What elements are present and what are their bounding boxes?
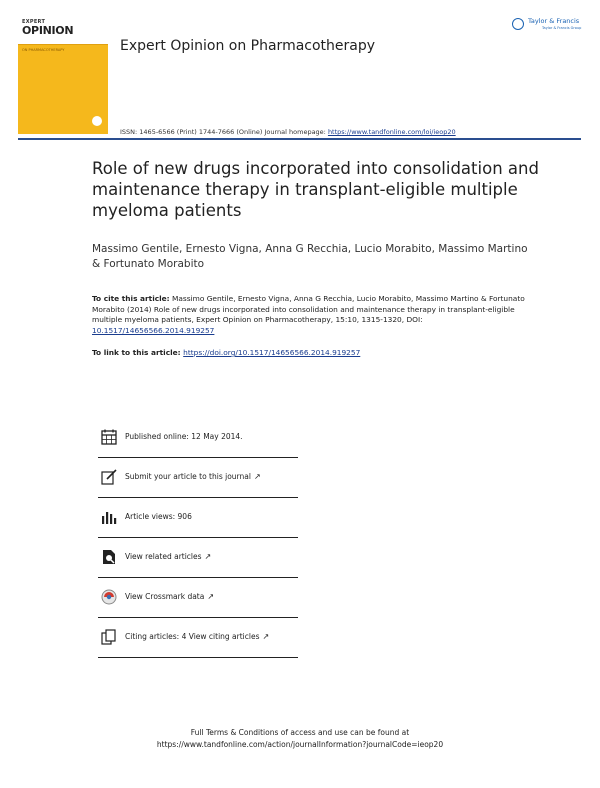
article-link-label: To link to this article:	[92, 348, 184, 357]
issn-line	[120, 128, 456, 136]
cover-subtitle: ON PHARMACOTHERAPY	[22, 48, 65, 52]
submit-article-label[interactable]	[125, 472, 261, 481]
external-link-icon: ↗	[204, 552, 212, 561]
crossmark-item[interactable]	[98, 577, 298, 618]
article-authors: Massimo Gentile, Ernesto Vigna, Anna G Recchia, Lucio Morabito, Massimo Martino & Fortunato Morabito	[92, 243, 528, 270]
publisher-name: Taylor & Francis	[528, 17, 580, 25]
footer	[0, 727, 600, 751]
published-online-label: Published online: 12 May 2014.	[125, 432, 243, 441]
article-link-block	[92, 348, 532, 357]
cover-expert-text: EXPERT	[22, 19, 46, 25]
citing-articles-text[interactable]: Citing articles: 4 View citing articles	[125, 632, 260, 641]
citing-articles-label[interactable]	[125, 632, 269, 641]
journal-homepage-link[interactable]: https://www.tandfonline.com/loi/ieop20	[327, 128, 456, 136]
citation-text: Massimo Gentile, Ernesto Vigna, Anna G Recchia, Lucio Morabito, Massimo Martino & Fortunato Morabito (2014) Role of new drugs incorporated into consolidation and maintenance therapy in transplant-eligible multiple myeloma patients, Expert Opinion on Pharmacotherapy, 15:10, 1315-1320, DOI:	[92, 294, 525, 324]
footer-terms-link[interactable]: https://www.tandfonline.com/action/journalInformation?journalCode=ieop20	[156, 740, 444, 749]
external-link-icon: ↗	[253, 472, 261, 481]
submit-article-item[interactable]	[98, 457, 298, 498]
related-articles-text[interactable]: View related articles	[125, 552, 202, 561]
edit-icon	[100, 468, 118, 486]
article-doi-link[interactable]: https://doi.org/10.1517/14656566.2014.919257	[183, 348, 361, 357]
header-divider	[18, 138, 581, 140]
citation-block	[92, 294, 532, 336]
external-link-icon: ↗	[262, 632, 270, 641]
calendar-icon	[100, 428, 118, 446]
related-articles-label[interactable]	[125, 552, 211, 561]
crossmark-label[interactable]	[125, 592, 214, 601]
citing-icon	[100, 628, 118, 646]
article-views-item	[98, 497, 298, 538]
citation-label: To cite this article:	[92, 294, 170, 303]
published-online-item	[98, 417, 298, 458]
cover-badge	[92, 116, 102, 126]
crossmark-text[interactable]: View Crossmark data	[125, 592, 205, 601]
related-articles-item[interactable]	[98, 537, 298, 578]
issn-text: ISSN: 1465-6566 (Print) 1744-7666 (Online) Journal homepage:	[120, 128, 328, 136]
citation-doi-link[interactable]: 10.1517/14656566.2014.919257	[92, 325, 215, 335]
journal-cover	[18, 16, 108, 134]
article-views-label: Article views: 906	[125, 512, 192, 521]
related-icon	[100, 548, 118, 566]
cover-opinion-text: OPINION	[22, 24, 74, 37]
citing-articles-item[interactable]	[98, 617, 298, 658]
bar-chart-icon	[100, 508, 118, 526]
journal-title: Expert Opinion on Pharmacotherapy	[120, 38, 376, 54]
footer-terms-text: Full Terms & Conditions of access and use can be found at	[190, 728, 410, 737]
submit-article-text[interactable]: Submit your article to this journal	[125, 472, 251, 481]
external-link-icon: ↗	[207, 592, 215, 601]
publisher-logo-icon	[512, 18, 524, 30]
publisher-subtitle: Taylor & Francis Group	[542, 26, 582, 30]
article-title: Role of new drugs incorporated into consolidation and maintenance therapy in transplant-eligible multiple myeloma patients	[92, 159, 539, 220]
crossmark-icon	[100, 588, 118, 606]
